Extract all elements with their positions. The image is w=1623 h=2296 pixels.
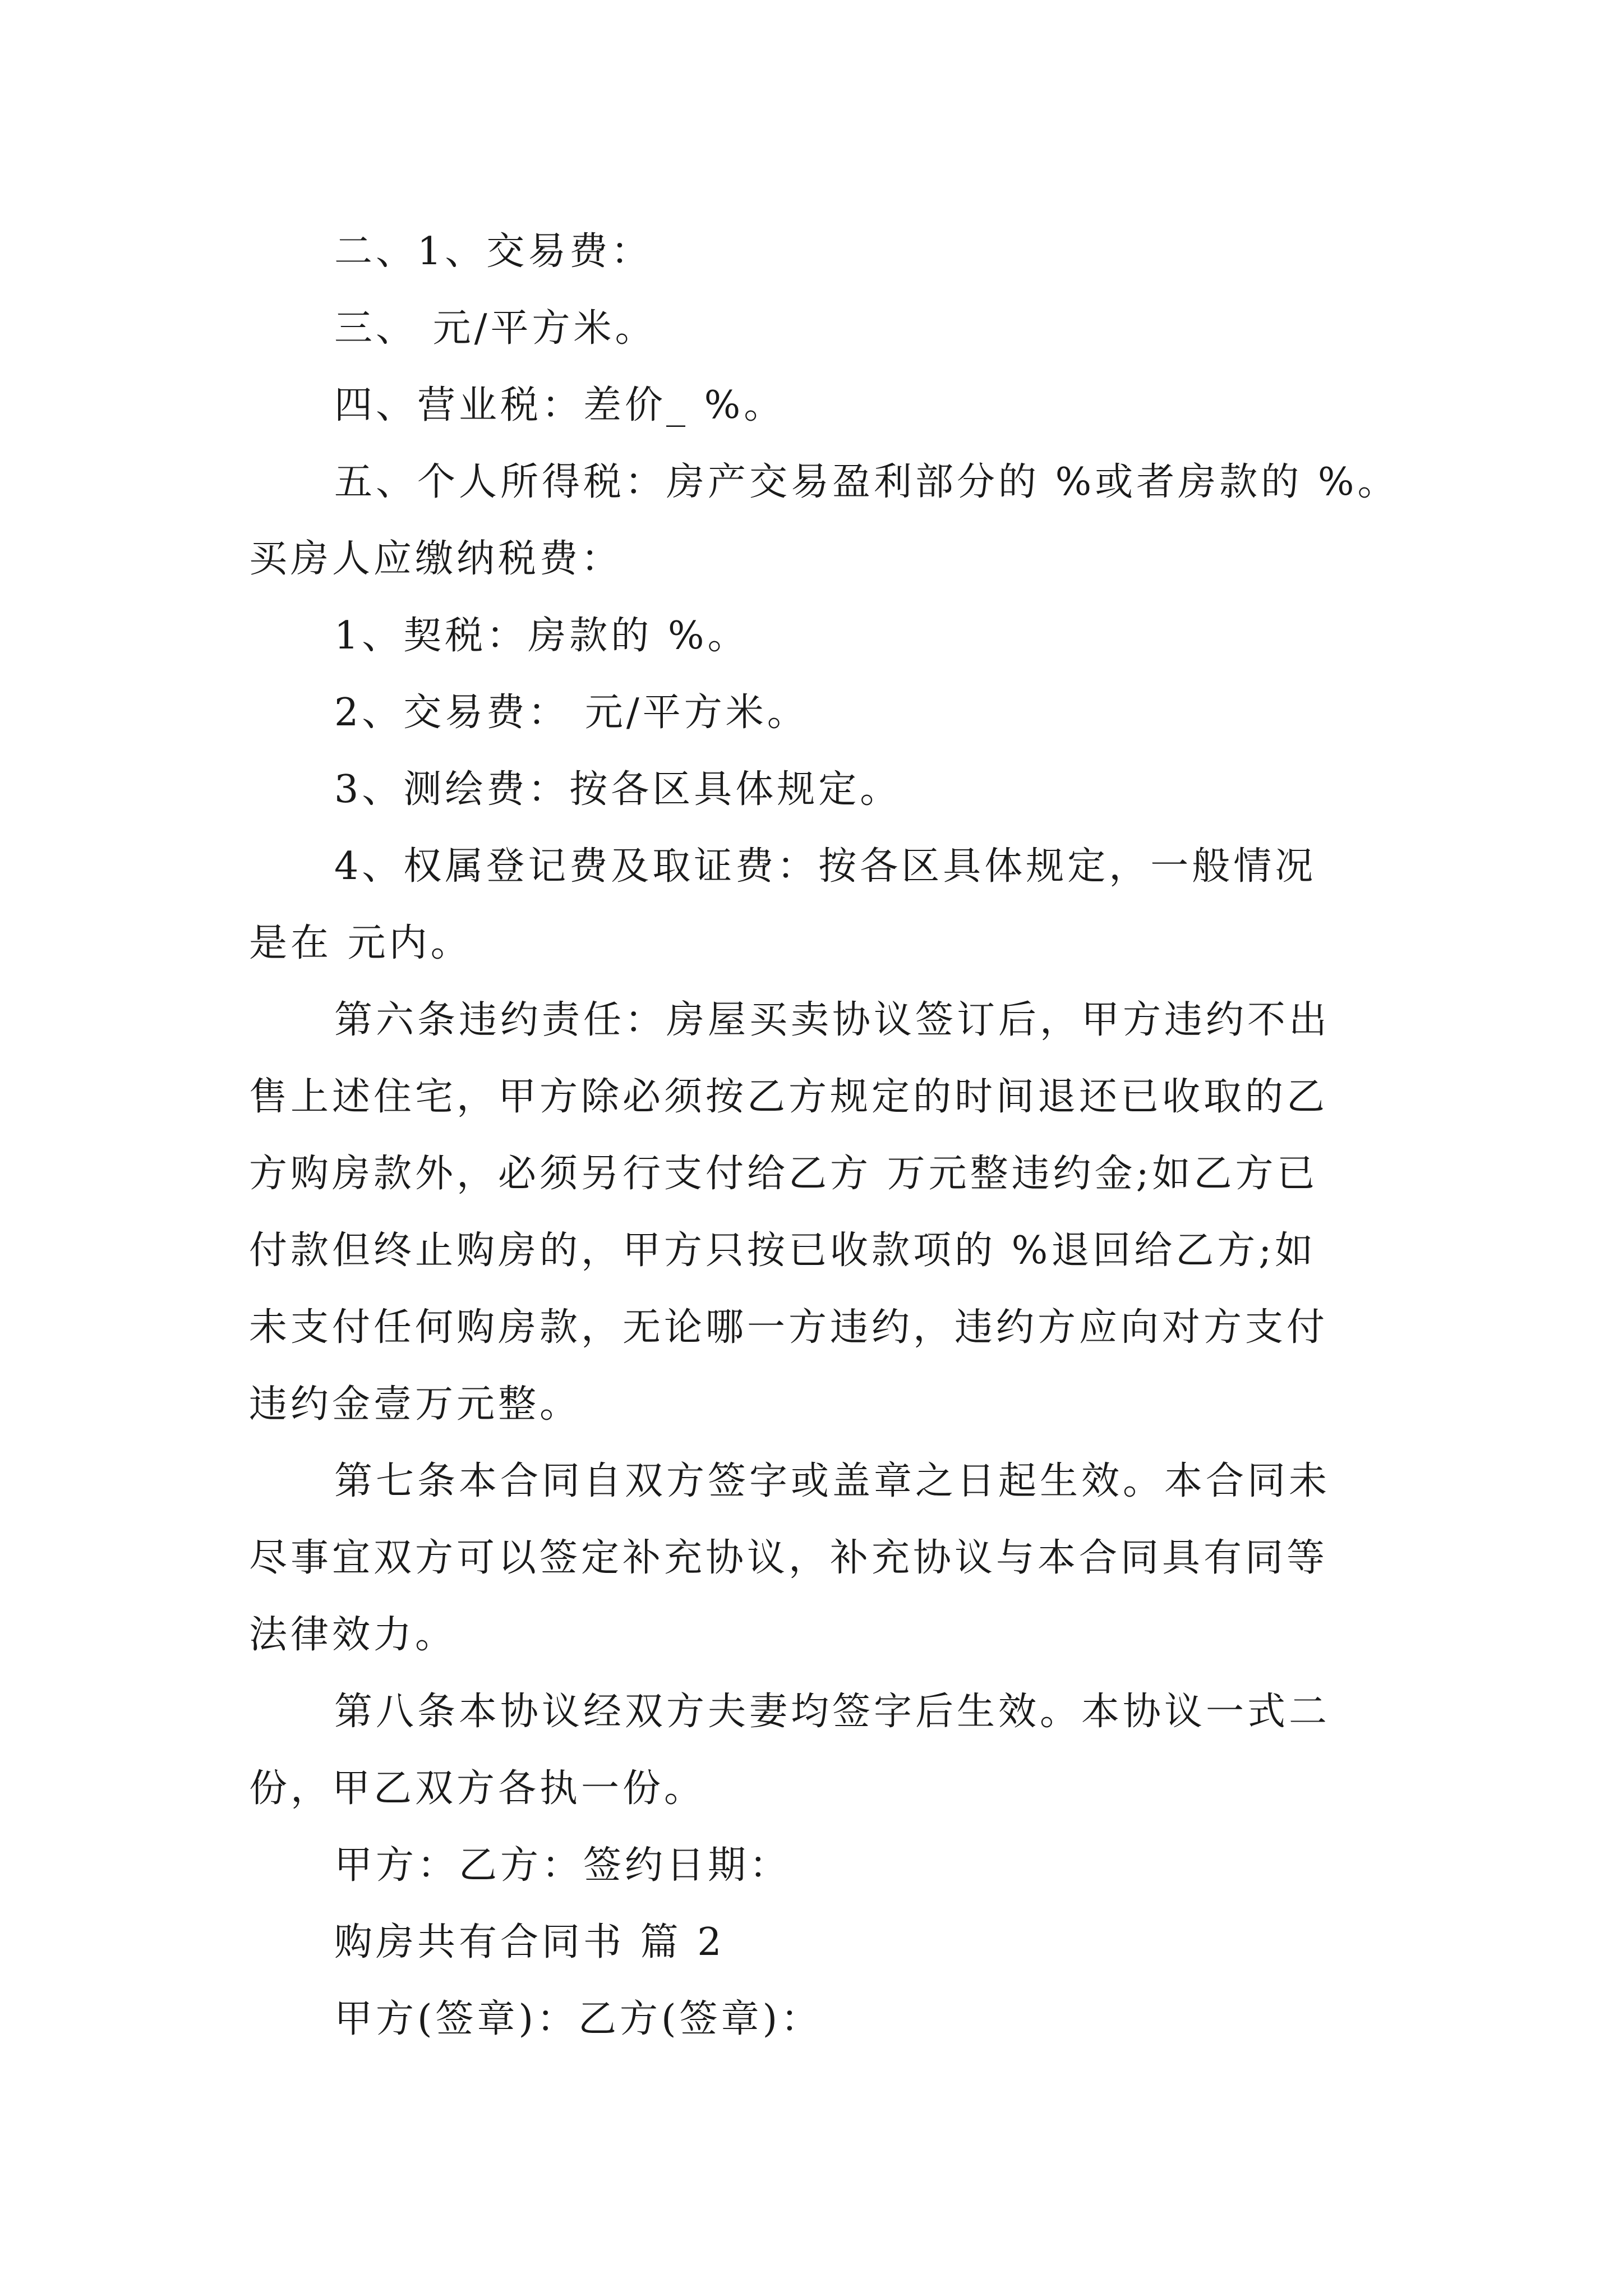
text-line: 法律效力。 xyxy=(249,1613,457,1657)
text-line: 四、营业税：差价_ %。 xyxy=(334,383,786,427)
text-line: 三、 元/平方米。 xyxy=(334,306,657,351)
text-line: 五、个人所得税：房产交易盈利部分的 %或者房款的 %。 xyxy=(334,460,1399,504)
text-line: 份，甲乙双方各执一份。 xyxy=(249,1766,706,1811)
text-line: 违约金壹万元整。 xyxy=(249,1382,582,1427)
text-line: 2、交易费： 元/平方米。 xyxy=(334,691,809,735)
text-line: 甲方：乙方：签约日期： xyxy=(334,1843,791,1888)
text-line: 买房人应缴纳税费： xyxy=(249,537,623,581)
text-line: 4、权属登记费及取证费：按各区具体规定，一般情况 xyxy=(334,844,1317,889)
text-line: 甲方(签章)：乙方(签章)： xyxy=(334,1997,823,2041)
text-line: 二、1、交易费： xyxy=(334,229,653,274)
text-line: 1、契税：房款的 %。 xyxy=(334,614,749,658)
text-line: 未支付任何购房款，无论哪一方违约，违约方应向对方支付 xyxy=(249,1305,1329,1350)
text-line: 是在 元内。 xyxy=(249,921,472,965)
text-line: 第七条本合同自双方签字或盖章之日起生效。本合同未 xyxy=(334,1459,1331,1503)
text-line: 3、测绘费：按各区具体规定。 xyxy=(334,767,902,812)
text-line: 尽事宜双方可以签定补充协议，补充协议与本合同具有同等 xyxy=(249,1536,1329,1580)
section-heading: 购房共有合同书 篇 2 xyxy=(334,1920,725,1964)
text-line: 第八条本协议经双方夫妻均签字后生效。本协议一式二 xyxy=(334,1690,1331,1734)
text-line: 第六条违约责任：房屋买卖协议签订后，甲方违约不出 xyxy=(334,998,1331,1042)
document-body xyxy=(249,213,1438,2058)
text-line: 方购房款外，必须另行支付给乙方 万元整违约金;如乙方已 xyxy=(249,1152,1318,1196)
text-line: 付款但终止购房的，甲方只按已收款项的 %退回给乙方;如 xyxy=(249,1228,1317,1273)
text-line: 售上述住宅，甲方除必须按乙方规定的时间退还已收取的乙 xyxy=(249,1075,1329,1119)
